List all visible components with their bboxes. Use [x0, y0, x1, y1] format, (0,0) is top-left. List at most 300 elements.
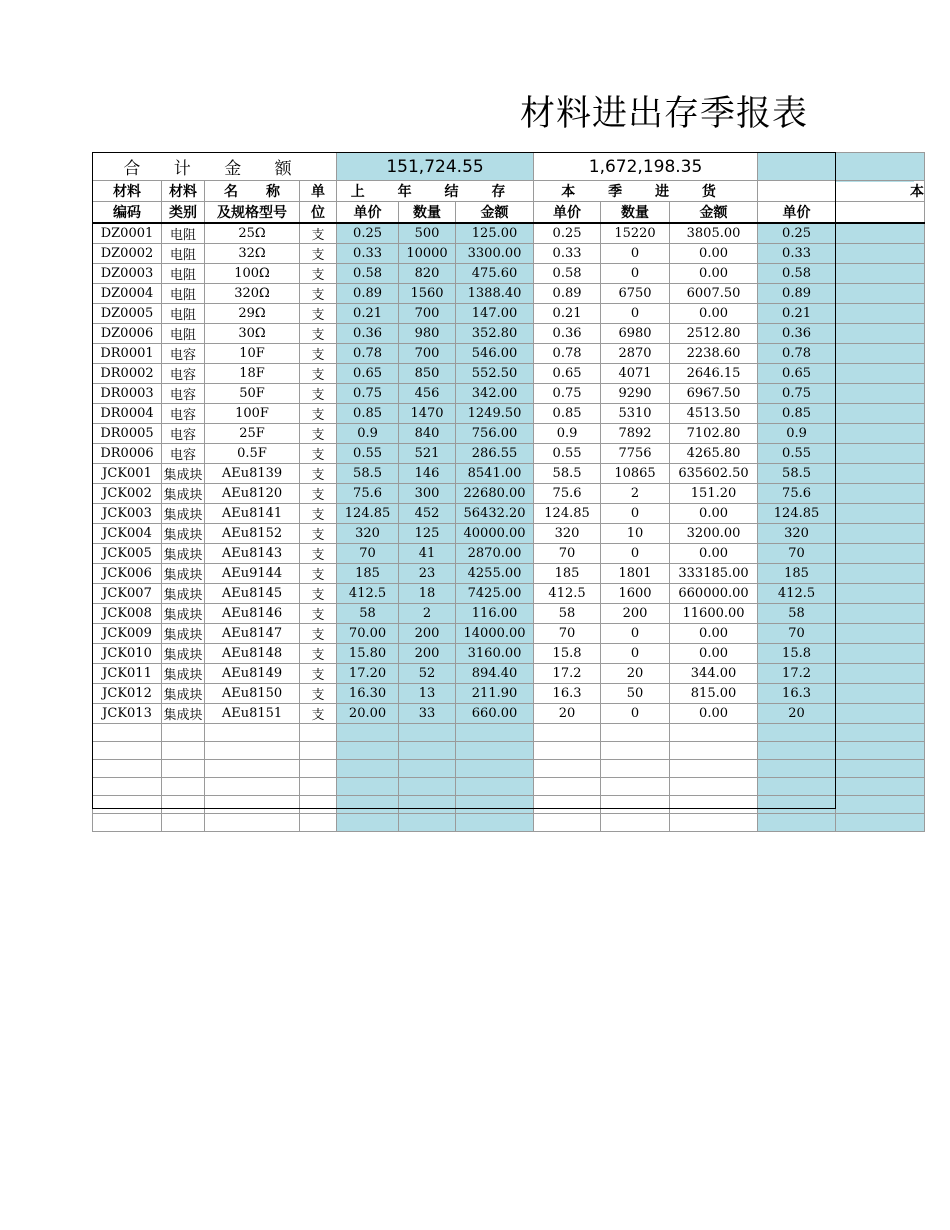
cell-prev-qty[interactable]: 850: [399, 364, 456, 384]
cell-prev-qty[interactable]: 41: [399, 544, 456, 564]
cell-out-price[interactable]: 0.55: [758, 444, 836, 464]
cell-prev-amount[interactable]: 3160.00: [456, 644, 534, 664]
cell-category[interactable]: 电容: [162, 344, 205, 364]
cell-prev-price[interactable]: 0.55: [337, 444, 399, 464]
cell-in-amount[interactable]: 333185.00: [670, 564, 758, 584]
cell-in-price[interactable]: 0.33: [534, 244, 601, 264]
cell-in-price[interactable]: 0.75: [534, 384, 601, 404]
cell-code[interactable]: JCK003: [93, 504, 162, 524]
cell-out-price[interactable]: 17.2: [758, 664, 836, 684]
cell-unit[interactable]: 支: [300, 504, 337, 524]
cell-category[interactable]: 电容: [162, 404, 205, 424]
cell-in-qty[interactable]: [601, 760, 670, 778]
cell-category[interactable]: 电阻: [162, 244, 205, 264]
cell-extra[interactable]: [836, 344, 925, 364]
cell-category[interactable]: [162, 760, 205, 778]
cell-spec[interactable]: AEu8120: [205, 484, 300, 504]
this-quarter-in-total-amount[interactable]: 1,672,198.35: [534, 153, 758, 181]
cell-unit[interactable]: [300, 814, 337, 832]
cell-in-amount[interactable]: 6967.50: [670, 384, 758, 404]
cell-code[interactable]: JCK011: [93, 664, 162, 684]
cell-in-qty[interactable]: 6750: [601, 284, 670, 304]
cell-prev-qty[interactable]: 840: [399, 424, 456, 444]
cell-in-qty[interactable]: 10: [601, 524, 670, 544]
cell-in-price[interactable]: 0.21: [534, 304, 601, 324]
cell-code[interactable]: JCK008: [93, 604, 162, 624]
cell-prev-price[interactable]: 58: [337, 604, 399, 624]
cell-in-price[interactable]: 0.89: [534, 284, 601, 304]
cell-code[interactable]: DZ0002: [93, 244, 162, 264]
cell-in-qty[interactable]: 10865: [601, 464, 670, 484]
cell-in-price[interactable]: 185: [534, 564, 601, 584]
cell-in-qty[interactable]: [601, 778, 670, 796]
cell-code[interactable]: JCK009: [93, 624, 162, 644]
cell-spec[interactable]: AEu8143: [205, 544, 300, 564]
cell-in-amount[interactable]: [670, 724, 758, 742]
cell-category[interactable]: 集成块: [162, 704, 205, 724]
cell-in-price[interactable]: 124.85: [534, 504, 601, 524]
cell-prev-amount[interactable]: [456, 742, 534, 760]
cell-spec[interactable]: AEu8151: [205, 704, 300, 724]
cell-in-price[interactable]: 58: [534, 604, 601, 624]
prev-year-total-amount[interactable]: 151,724.55: [337, 153, 534, 181]
cell-in-qty[interactable]: 0: [601, 244, 670, 264]
cell-in-amount[interactable]: [670, 760, 758, 778]
cell-in-amount[interactable]: 0.00: [670, 264, 758, 284]
cell-code[interactable]: DZ0003: [93, 264, 162, 284]
cell-in-amount[interactable]: 2238.60: [670, 344, 758, 364]
cell-category[interactable]: 集成块: [162, 584, 205, 604]
cell-prev-amount[interactable]: [456, 796, 534, 814]
cell-code[interactable]: JCK010: [93, 644, 162, 664]
cell-in-qty[interactable]: 7892: [601, 424, 670, 444]
cell-code[interactable]: JCK012: [93, 684, 162, 704]
cell-in-qty[interactable]: 7756: [601, 444, 670, 464]
cell-in-qty[interactable]: [601, 742, 670, 760]
cell-in-price[interactable]: 0.36: [534, 324, 601, 344]
cell-unit[interactable]: 支: [300, 304, 337, 324]
cell-code[interactable]: JCK006: [93, 564, 162, 584]
cell-prev-amount[interactable]: [456, 760, 534, 778]
cell-extra[interactable]: [836, 664, 925, 684]
cell-spec[interactable]: AEu8146: [205, 604, 300, 624]
cell-in-price[interactable]: 70: [534, 624, 601, 644]
cell-prev-price[interactable]: [337, 742, 399, 760]
cell-spec[interactable]: [205, 742, 300, 760]
cell-unit[interactable]: 支: [300, 324, 337, 344]
cell-prev-qty[interactable]: [399, 760, 456, 778]
cell-unit[interactable]: 支: [300, 484, 337, 504]
cell-out-price[interactable]: 412.5: [758, 584, 836, 604]
cell-spec[interactable]: 10F: [205, 344, 300, 364]
cell-prev-qty[interactable]: 980: [399, 324, 456, 344]
cell-prev-amount[interactable]: 894.40: [456, 664, 534, 684]
cell-code[interactable]: DR0001: [93, 344, 162, 364]
cell-category[interactable]: [162, 742, 205, 760]
cell-prev-amount[interactable]: 552.50: [456, 364, 534, 384]
cell-extra[interactable]: [836, 324, 925, 344]
cell-prev-amount[interactable]: [456, 724, 534, 742]
cell-prev-qty[interactable]: 125: [399, 524, 456, 544]
cell-out-price[interactable]: 0.78: [758, 344, 836, 364]
cell-out-price[interactable]: [758, 760, 836, 778]
cell-in-amount[interactable]: 0.00: [670, 644, 758, 664]
cell-category[interactable]: 集成块: [162, 684, 205, 704]
cell-in-amount[interactable]: 6007.50: [670, 284, 758, 304]
cell-prev-price[interactable]: 412.5: [337, 584, 399, 604]
cell-prev-price[interactable]: 15.80: [337, 644, 399, 664]
cell-category[interactable]: 集成块: [162, 504, 205, 524]
cell-in-price[interactable]: [534, 796, 601, 814]
cell-category[interactable]: 电容: [162, 364, 205, 384]
cell-out-price[interactable]: 0.9: [758, 424, 836, 444]
cell-unit[interactable]: 支: [300, 404, 337, 424]
cell-in-price[interactable]: 70: [534, 544, 601, 564]
cell-category[interactable]: 集成块: [162, 564, 205, 584]
cell-unit[interactable]: 支: [300, 344, 337, 364]
cell-in-amount[interactable]: [670, 742, 758, 760]
cell-in-qty[interactable]: 2: [601, 484, 670, 504]
cell-in-qty[interactable]: 20: [601, 664, 670, 684]
cell-category[interactable]: 集成块: [162, 524, 205, 544]
cell-prev-amount[interactable]: 116.00: [456, 604, 534, 624]
cell-spec[interactable]: 25F: [205, 424, 300, 444]
cell-spec[interactable]: AEu8139: [205, 464, 300, 484]
cell-unit[interactable]: [300, 760, 337, 778]
cell-prev-price[interactable]: 0.89: [337, 284, 399, 304]
cell-unit[interactable]: 支: [300, 464, 337, 484]
cell-prev-qty[interactable]: [399, 724, 456, 742]
cell-in-price[interactable]: 0.9: [534, 424, 601, 444]
cell-prev-amount[interactable]: 56432.20: [456, 504, 534, 524]
cell-unit[interactable]: 支: [300, 604, 337, 624]
cell-in-price[interactable]: 320: [534, 524, 601, 544]
cell-unit[interactable]: 支: [300, 544, 337, 564]
cell-in-qty[interactable]: [601, 814, 670, 832]
cell-in-price[interactable]: [534, 724, 601, 742]
cell-prev-price[interactable]: 16.30: [337, 684, 399, 704]
cell-extra[interactable]: [836, 464, 925, 484]
cell-out-price[interactable]: 185: [758, 564, 836, 584]
cell-in-price[interactable]: [534, 814, 601, 832]
cell-in-price[interactable]: 20: [534, 704, 601, 724]
cell-in-price[interactable]: 0.55: [534, 444, 601, 464]
cell-code[interactable]: DZ0004: [93, 284, 162, 304]
cell-spec[interactable]: AEu8148: [205, 644, 300, 664]
cell-in-amount[interactable]: 815.00: [670, 684, 758, 704]
cell-extra[interactable]: [836, 284, 925, 304]
cell-prev-amount[interactable]: 286.55: [456, 444, 534, 464]
cell-prev-amount[interactable]: 4255.00: [456, 564, 534, 584]
cell-prev-price[interactable]: 0.75: [337, 384, 399, 404]
cell-unit[interactable]: [300, 778, 337, 796]
cell-code[interactable]: DZ0005: [93, 304, 162, 324]
cell-prev-amount[interactable]: 342.00: [456, 384, 534, 404]
cell-unit[interactable]: 支: [300, 223, 337, 244]
cell-code[interactable]: [93, 760, 162, 778]
cell-unit[interactable]: 支: [300, 244, 337, 264]
cell-extra[interactable]: [836, 384, 925, 404]
cell-out-price[interactable]: [758, 814, 836, 832]
cell-out-price[interactable]: 20: [758, 704, 836, 724]
cell-prev-price[interactable]: 58.5: [337, 464, 399, 484]
cell-in-qty[interactable]: 0: [601, 544, 670, 564]
cell-prev-amount[interactable]: 22680.00: [456, 484, 534, 504]
cell-prev-qty[interactable]: 521: [399, 444, 456, 464]
cell-in-price[interactable]: [534, 742, 601, 760]
cell-extra[interactable]: [836, 524, 925, 544]
cell-extra[interactable]: [836, 364, 925, 384]
cell-in-price[interactable]: 17.2: [534, 664, 601, 684]
cell-prev-qty[interactable]: 52: [399, 664, 456, 684]
cell-out-price[interactable]: 16.3: [758, 684, 836, 704]
cell-unit[interactable]: [300, 724, 337, 742]
cell-prev-price[interactable]: 0.36: [337, 324, 399, 344]
cell-spec[interactable]: 30Ω: [205, 324, 300, 344]
cell-in-amount[interactable]: 0.00: [670, 624, 758, 644]
cell-extra[interactable]: [836, 742, 925, 760]
cell-in-amount[interactable]: 0.00: [670, 244, 758, 264]
cell-spec[interactable]: 32Ω: [205, 244, 300, 264]
cell-prev-qty[interactable]: [399, 796, 456, 814]
cell-in-amount[interactable]: 2646.15: [670, 364, 758, 384]
cell-in-price[interactable]: 0.58: [534, 264, 601, 284]
cell-prev-price[interactable]: 70: [337, 544, 399, 564]
cell-in-price[interactable]: 58.5: [534, 464, 601, 484]
cell-category[interactable]: 集成块: [162, 464, 205, 484]
cell-in-qty[interactable]: 2870: [601, 344, 670, 364]
cell-out-price[interactable]: 0.33: [758, 244, 836, 264]
cell-extra[interactable]: [836, 778, 925, 796]
cell-prev-price[interactable]: 0.21: [337, 304, 399, 324]
cell-in-price[interactable]: 0.25: [534, 223, 601, 244]
cell-in-qty[interactable]: [601, 796, 670, 814]
cell-code[interactable]: JCK004: [93, 524, 162, 544]
cell-unit[interactable]: 支: [300, 444, 337, 464]
cell-extra[interactable]: [836, 223, 925, 244]
cell-out-price[interactable]: 0.21: [758, 304, 836, 324]
cell-prev-amount[interactable]: 1249.50: [456, 404, 534, 424]
cell-unit[interactable]: 支: [300, 284, 337, 304]
cell-prev-price[interactable]: 0.9: [337, 424, 399, 444]
cell-in-qty[interactable]: 0: [601, 504, 670, 524]
cell-in-amount[interactable]: 0.00: [670, 504, 758, 524]
cell-category[interactable]: 集成块: [162, 664, 205, 684]
cell-out-price[interactable]: [758, 796, 836, 814]
cell-in-qty[interactable]: 0: [601, 704, 670, 724]
cell-extra[interactable]: [836, 624, 925, 644]
cell-extra[interactable]: [836, 684, 925, 704]
cell-in-price[interactable]: 16.3: [534, 684, 601, 704]
cell-code[interactable]: DR0006: [93, 444, 162, 464]
cell-spec[interactable]: AEu8141: [205, 504, 300, 524]
cell-code[interactable]: JCK001: [93, 464, 162, 484]
cell-spec[interactable]: [205, 724, 300, 742]
cell-code[interactable]: [93, 778, 162, 796]
cell-extra[interactable]: [836, 444, 925, 464]
cell-code[interactable]: JCK007: [93, 584, 162, 604]
cell-spec[interactable]: [205, 778, 300, 796]
cell-out-price[interactable]: 0.65: [758, 364, 836, 384]
cell-spec[interactable]: AEu8152: [205, 524, 300, 544]
cell-extra[interactable]: [836, 604, 925, 624]
cell-prev-qty[interactable]: [399, 742, 456, 760]
cell-unit[interactable]: 支: [300, 524, 337, 544]
cell-prev-amount[interactable]: [456, 778, 534, 796]
cell-in-qty[interactable]: 0: [601, 264, 670, 284]
cell-in-amount[interactable]: [670, 778, 758, 796]
cell-category[interactable]: 电阻: [162, 304, 205, 324]
cell-in-amount[interactable]: 635602.50: [670, 464, 758, 484]
cell-prev-amount[interactable]: 125.00: [456, 223, 534, 244]
cell-code[interactable]: DR0005: [93, 424, 162, 444]
cell-prev-qty[interactable]: 456: [399, 384, 456, 404]
cell-in-price[interactable]: 0.85: [534, 404, 601, 424]
cell-in-amount[interactable]: 660000.00: [670, 584, 758, 604]
cell-in-amount[interactable]: 344.00: [670, 664, 758, 684]
cell-spec[interactable]: AEu8150: [205, 684, 300, 704]
cell-spec[interactable]: AEu8149: [205, 664, 300, 684]
cell-extra[interactable]: [836, 304, 925, 324]
cell-prev-amount[interactable]: 3300.00: [456, 244, 534, 264]
cell-spec[interactable]: [205, 760, 300, 778]
cell-code[interactable]: [93, 796, 162, 814]
cell-prev-qty[interactable]: 23: [399, 564, 456, 584]
cell-extra[interactable]: [836, 244, 925, 264]
cell-code[interactable]: DZ0006: [93, 324, 162, 344]
cell-in-qty[interactable]: 6980: [601, 324, 670, 344]
cell-in-amount[interactable]: 0.00: [670, 304, 758, 324]
cell-in-amount[interactable]: 3200.00: [670, 524, 758, 544]
cell-prev-qty[interactable]: 2: [399, 604, 456, 624]
cell-prev-amount[interactable]: 352.80: [456, 324, 534, 344]
cell-out-price[interactable]: [758, 724, 836, 742]
cell-prev-price[interactable]: 20.00: [337, 704, 399, 724]
cell-out-price[interactable]: 0.25: [758, 223, 836, 244]
cell-prev-amount[interactable]: 40000.00: [456, 524, 534, 544]
cell-out-price[interactable]: 0.85: [758, 404, 836, 424]
cell-spec[interactable]: 100Ω: [205, 264, 300, 284]
cell-prev-qty[interactable]: [399, 814, 456, 832]
cell-code[interactable]: DR0004: [93, 404, 162, 424]
cell-prev-qty[interactable]: 1560: [399, 284, 456, 304]
cell-category[interactable]: 电容: [162, 424, 205, 444]
cell-prev-price[interactable]: 0.65: [337, 364, 399, 384]
total-empty-cell[interactable]: [758, 153, 836, 181]
cell-code[interactable]: [93, 742, 162, 760]
cell-category[interactable]: [162, 778, 205, 796]
cell-prev-amount[interactable]: 546.00: [456, 344, 534, 364]
cell-out-price[interactable]: 0.36: [758, 324, 836, 344]
cell-prev-price[interactable]: 0.78: [337, 344, 399, 364]
cell-prev-price[interactable]: 0.58: [337, 264, 399, 284]
cell-extra[interactable]: [836, 724, 925, 742]
cell-out-price[interactable]: 124.85: [758, 504, 836, 524]
cell-in-price[interactable]: [534, 760, 601, 778]
cell-out-price[interactable]: 15.8: [758, 644, 836, 664]
cell-prev-qty[interactable]: 146: [399, 464, 456, 484]
cell-in-qty[interactable]: 9290: [601, 384, 670, 404]
total-label[interactable]: 合 计 金 额: [93, 153, 337, 181]
cell-prev-price[interactable]: [337, 778, 399, 796]
cell-prev-price[interactable]: 0.33: [337, 244, 399, 264]
cell-category[interactable]: [162, 814, 205, 832]
cell-spec[interactable]: AEu8147: [205, 624, 300, 644]
cell-extra[interactable]: [836, 564, 925, 584]
cell-out-price[interactable]: 75.6: [758, 484, 836, 504]
cell-category[interactable]: 电容: [162, 444, 205, 464]
cell-extra[interactable]: [836, 760, 925, 778]
cell-category[interactable]: 电阻: [162, 223, 205, 244]
cell-unit[interactable]: 支: [300, 364, 337, 384]
cell-category[interactable]: 电阻: [162, 324, 205, 344]
cell-in-price[interactable]: 75.6: [534, 484, 601, 504]
cell-extra[interactable]: [836, 404, 925, 424]
cell-in-amount[interactable]: [670, 796, 758, 814]
cell-prev-amount[interactable]: 660.00: [456, 704, 534, 724]
cell-in-amount[interactable]: [670, 814, 758, 832]
cell-prev-amount[interactable]: 8541.00: [456, 464, 534, 484]
cell-prev-price[interactable]: 0.25: [337, 223, 399, 244]
cell-extra[interactable]: [836, 544, 925, 564]
cell-unit[interactable]: 支: [300, 384, 337, 404]
cell-in-qty[interactable]: 0: [601, 644, 670, 664]
cell-extra[interactable]: [836, 584, 925, 604]
cell-category[interactable]: 电阻: [162, 284, 205, 304]
cell-in-qty[interactable]: 15220: [601, 223, 670, 244]
cell-out-price[interactable]: 70: [758, 624, 836, 644]
cell-in-qty[interactable]: 50: [601, 684, 670, 704]
cell-extra[interactable]: [836, 796, 925, 814]
cell-prev-amount[interactable]: 756.00: [456, 424, 534, 444]
cell-code[interactable]: DR0002: [93, 364, 162, 384]
cell-unit[interactable]: [300, 742, 337, 760]
cell-category[interactable]: 集成块: [162, 484, 205, 504]
cell-code[interactable]: DR0003: [93, 384, 162, 404]
cell-in-qty[interactable]: 1600: [601, 584, 670, 604]
cell-in-amount[interactable]: 4265.80: [670, 444, 758, 464]
cell-out-price[interactable]: 0.58: [758, 264, 836, 284]
cell-extra[interactable]: [836, 264, 925, 284]
cell-prev-price[interactable]: 124.85: [337, 504, 399, 524]
cell-prev-amount[interactable]: 14000.00: [456, 624, 534, 644]
cell-prev-qty[interactable]: 33: [399, 704, 456, 724]
cell-category[interactable]: 集成块: [162, 544, 205, 564]
cell-spec[interactable]: 100F: [205, 404, 300, 424]
cell-prev-qty[interactable]: 452: [399, 504, 456, 524]
cell-in-qty[interactable]: 200: [601, 604, 670, 624]
cell-spec[interactable]: [205, 796, 300, 814]
cell-prev-amount[interactable]: 475.60: [456, 264, 534, 284]
cell-out-price[interactable]: 58.5: [758, 464, 836, 484]
cell-prev-qty[interactable]: 700: [399, 304, 456, 324]
cell-out-price[interactable]: 70: [758, 544, 836, 564]
cell-extra[interactable]: [836, 704, 925, 724]
cell-code[interactable]: [93, 724, 162, 742]
cell-in-price[interactable]: 15.8: [534, 644, 601, 664]
cell-prev-price[interactable]: [337, 796, 399, 814]
cell-category[interactable]: 电容: [162, 384, 205, 404]
cell-extra[interactable]: [836, 644, 925, 664]
cell-unit[interactable]: 支: [300, 684, 337, 704]
cell-code[interactable]: JCK002: [93, 484, 162, 504]
cell-in-qty[interactable]: 1801: [601, 564, 670, 584]
cell-prev-qty[interactable]: 10000: [399, 244, 456, 264]
cell-category[interactable]: 集成块: [162, 644, 205, 664]
cell-prev-price[interactable]: [337, 814, 399, 832]
cell-unit[interactable]: 支: [300, 624, 337, 644]
cell-prev-price[interactable]: 17.20: [337, 664, 399, 684]
